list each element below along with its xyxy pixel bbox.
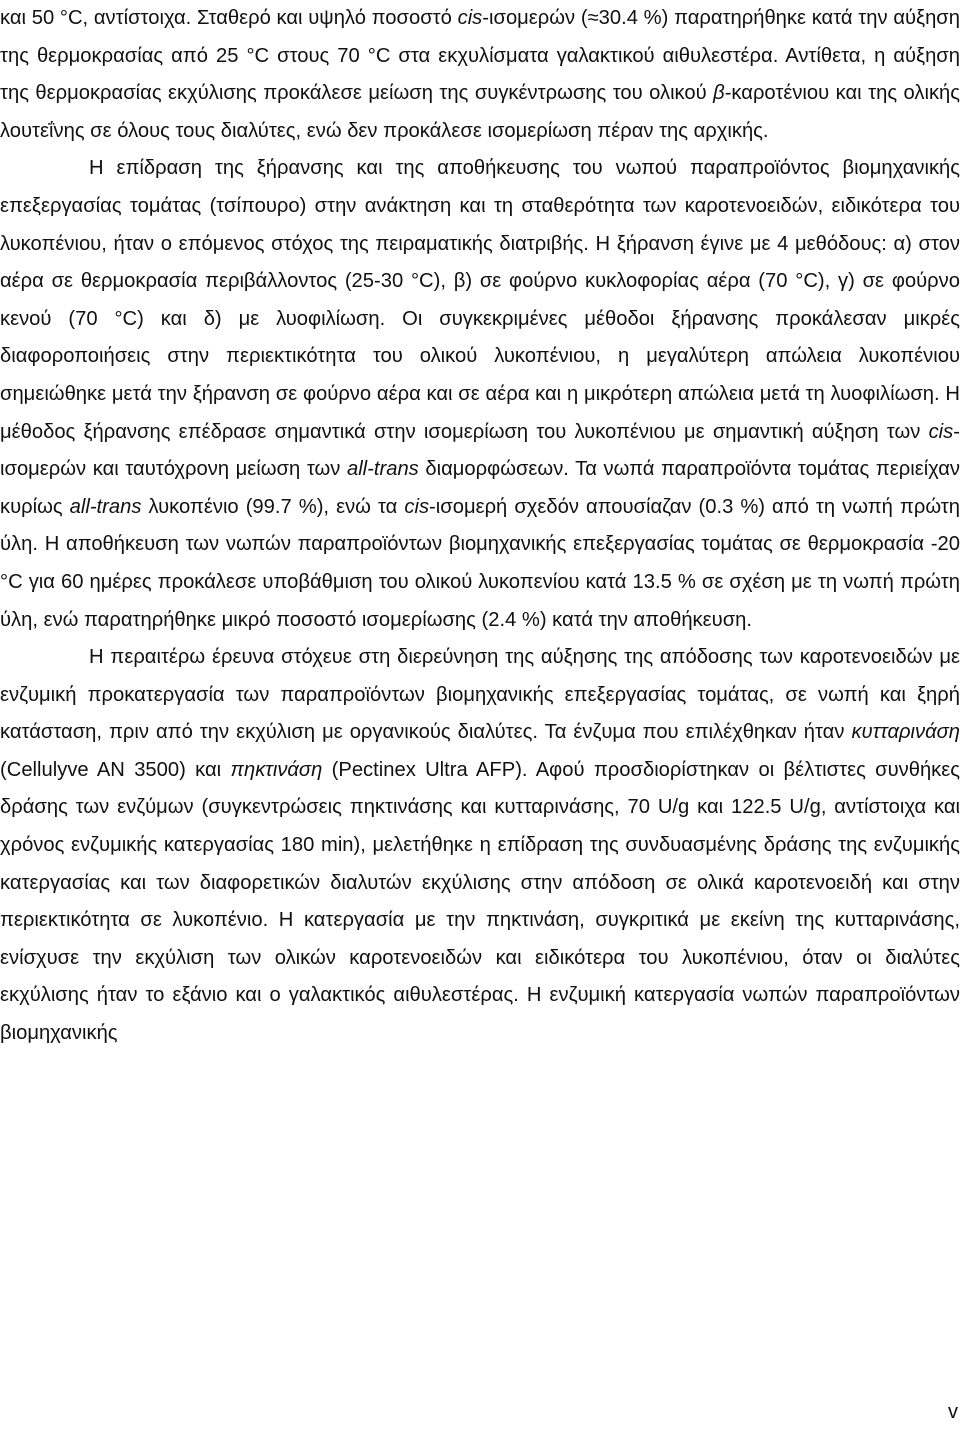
text-run: και 50 °C, αντίστοιχα. Σταθερό και υψηλό ποσοστό: [0, 7, 458, 29]
text-run: (Pectinex Ultra AFP). Αφού προσδιορίστηκαν οι βέλτιστες συνθήκες δράσης των ενζύμων (συγκεντρώσεις πηκτινάσης και κυτταρινάσης, 70 U/g και 122.5 U/g, αντίστοιχα και χρόνος ενζυμικής κατεργασίας 180 min), μελετήθηκε η επίδραση της συνδυασμένης δράσης της ενζυμικής κατεργασίας και των διαφορετικών διαλυτών εκχύλισης στην απόδοση σε ολικά καροτενοειδή και στην περιεκτικότητα σε λυκοπένιο. Η κατεργασία με την πηκτινάση, συγκριτικά με εκείνη της κυτταρινάσης, ενίσχυσε την εκχύλιση των ολικών καροτενοειδών και ειδικότερα του λυκοπένιου, όταν οι διαλύτες εκχύλισης ήταν το εξάνιο και ο γαλακτικός αιθυλεστέρας. Η ενζυμική κατεργασία νωπών παραπροϊόντων βιομηχανικής: [0, 758, 960, 1045]
text-run: -ισομερών και ταυτόχρονη μείωση των: [0, 420, 960, 481]
italic-text: πηκτινάση: [230, 758, 323, 781]
text-run: -καροτένιου και της ολικής λουτεΐνης σε όλους τους διαλύτες, ενώ δεν προκάλεσε ισομερίωση πέραν της αρχικής.: [0, 82, 960, 142]
italic-text: cis: [457, 7, 483, 29]
italic-text: κυτταρινάση: [851, 721, 960, 744]
text-run: -ισομερών (≈30.4 %) παρατηρήθηκε κατά την αύξηση της θερμοκρασίας από 25 °C στους 70 °C στα εκχυλίσματα γαλακτικού αιθυλεστέρα. Αντίθετα, η αύξηση της θερμοκρασίας εκχύλισης προκάλεσε μείωση της συγκέντρωσης του ολικού: [0, 7, 960, 105]
text-run: λυκοπένιο (99.7 %), ενώ τα: [141, 495, 405, 518]
italic-text: cis: [928, 420, 954, 443]
text-run: Η επίδραση της ξήρανσης και της αποθήκευσης του νωπού παραπροϊόντος βιομηχανικής επεξεργασίας τομάτας (τσίπουρο) στην ανάκτηση και τη σταθερότητα των καροτενοειδών, ειδικότερα του λυκοπένιου, ήταν ο επόμενος στόχος της πειραματικής διατριβής. Η ξήρανση έγινε με 4 μεθόδους: α) στον αέρα σε θερμοκρασία περιβάλλοντος (25-30 °C), β) σε φούρνο κυκλοφορίας αέρα (70 °C), γ) σε φούρνο κενού (70 °C) και δ) με λυοφιλίωση. Οι συγκεκριμένες μέθοδοι ξήρανσης προκάλεσαν μικρές διαφοροποιήσεις στην περιεκτικότητα του ολικού λυκοπένιου, η μεγαλύτερη απώλεια λυκοπένιου σημειώθηκε μετά την ξήρανση σε φούρνο αέρα και σε αέρα και η μικρότερη απώλεια μετά τη λυοφιλίωση. Η μέθοδος ξήρανσης επέδρασε σημαντικά στην ισομερίωση του λυκοπένιου με σημαντική αύξηση των: [0, 157, 960, 443]
text-run: διαμορφώσεων. Τα νωπά παραπροϊόντα τομάτας περιείχαν κυρίως: [0, 458, 960, 518]
paragraph: [0, 150, 960, 639]
paragraph: [0, 639, 960, 1053]
italic-text: all-trans: [69, 495, 142, 518]
italic-text: cis: [404, 495, 430, 518]
text-run: Cellulyve AN 3500) και: [6, 758, 231, 781]
italic-text: β: [713, 82, 725, 105]
text-run: Η περαιτέρω έρευνα στόχευε στη διερεύνηση της αύξησης της απόδοσης των καροτενοειδών με ενζυμική προκατεργασία των παραπροϊόντων βιομηχανικής επεξεργασίας τομάτας, σε νωπή και ξηρή κατάσταση, πριν από την εκχύλιση με οργανικούς διαλύτες. Τα ένζυμα που επιλέχθηκαν ήταν: [0, 646, 960, 744]
paragraph: [0, 0, 960, 150]
text-run: -ισομερή σχεδόν απουσίαζαν (0.3 %) από τη νωπή πρώτη ύλη. Η αποθήκευση των νωπών παραπροϊόντων βιομηχανικής επεξεργασίας τομάτας σε θερμοκρασία -20 °C για 60 ημέρες προκάλεσε υποβάθμιση του ολικού λυκοπενίου κατά 13.5 % σε σχέση με τη νωπή πρώτη ύλη, ενώ παρατηρήθηκε μικρό ποσοστό ισομερίωσης (2.4 %) κατά την αποθήκευση.: [0, 495, 960, 631]
page-number: v: [948, 1401, 958, 1423]
italic-text: all-trans: [346, 458, 419, 481]
text-run: (: [0, 758, 7, 781]
